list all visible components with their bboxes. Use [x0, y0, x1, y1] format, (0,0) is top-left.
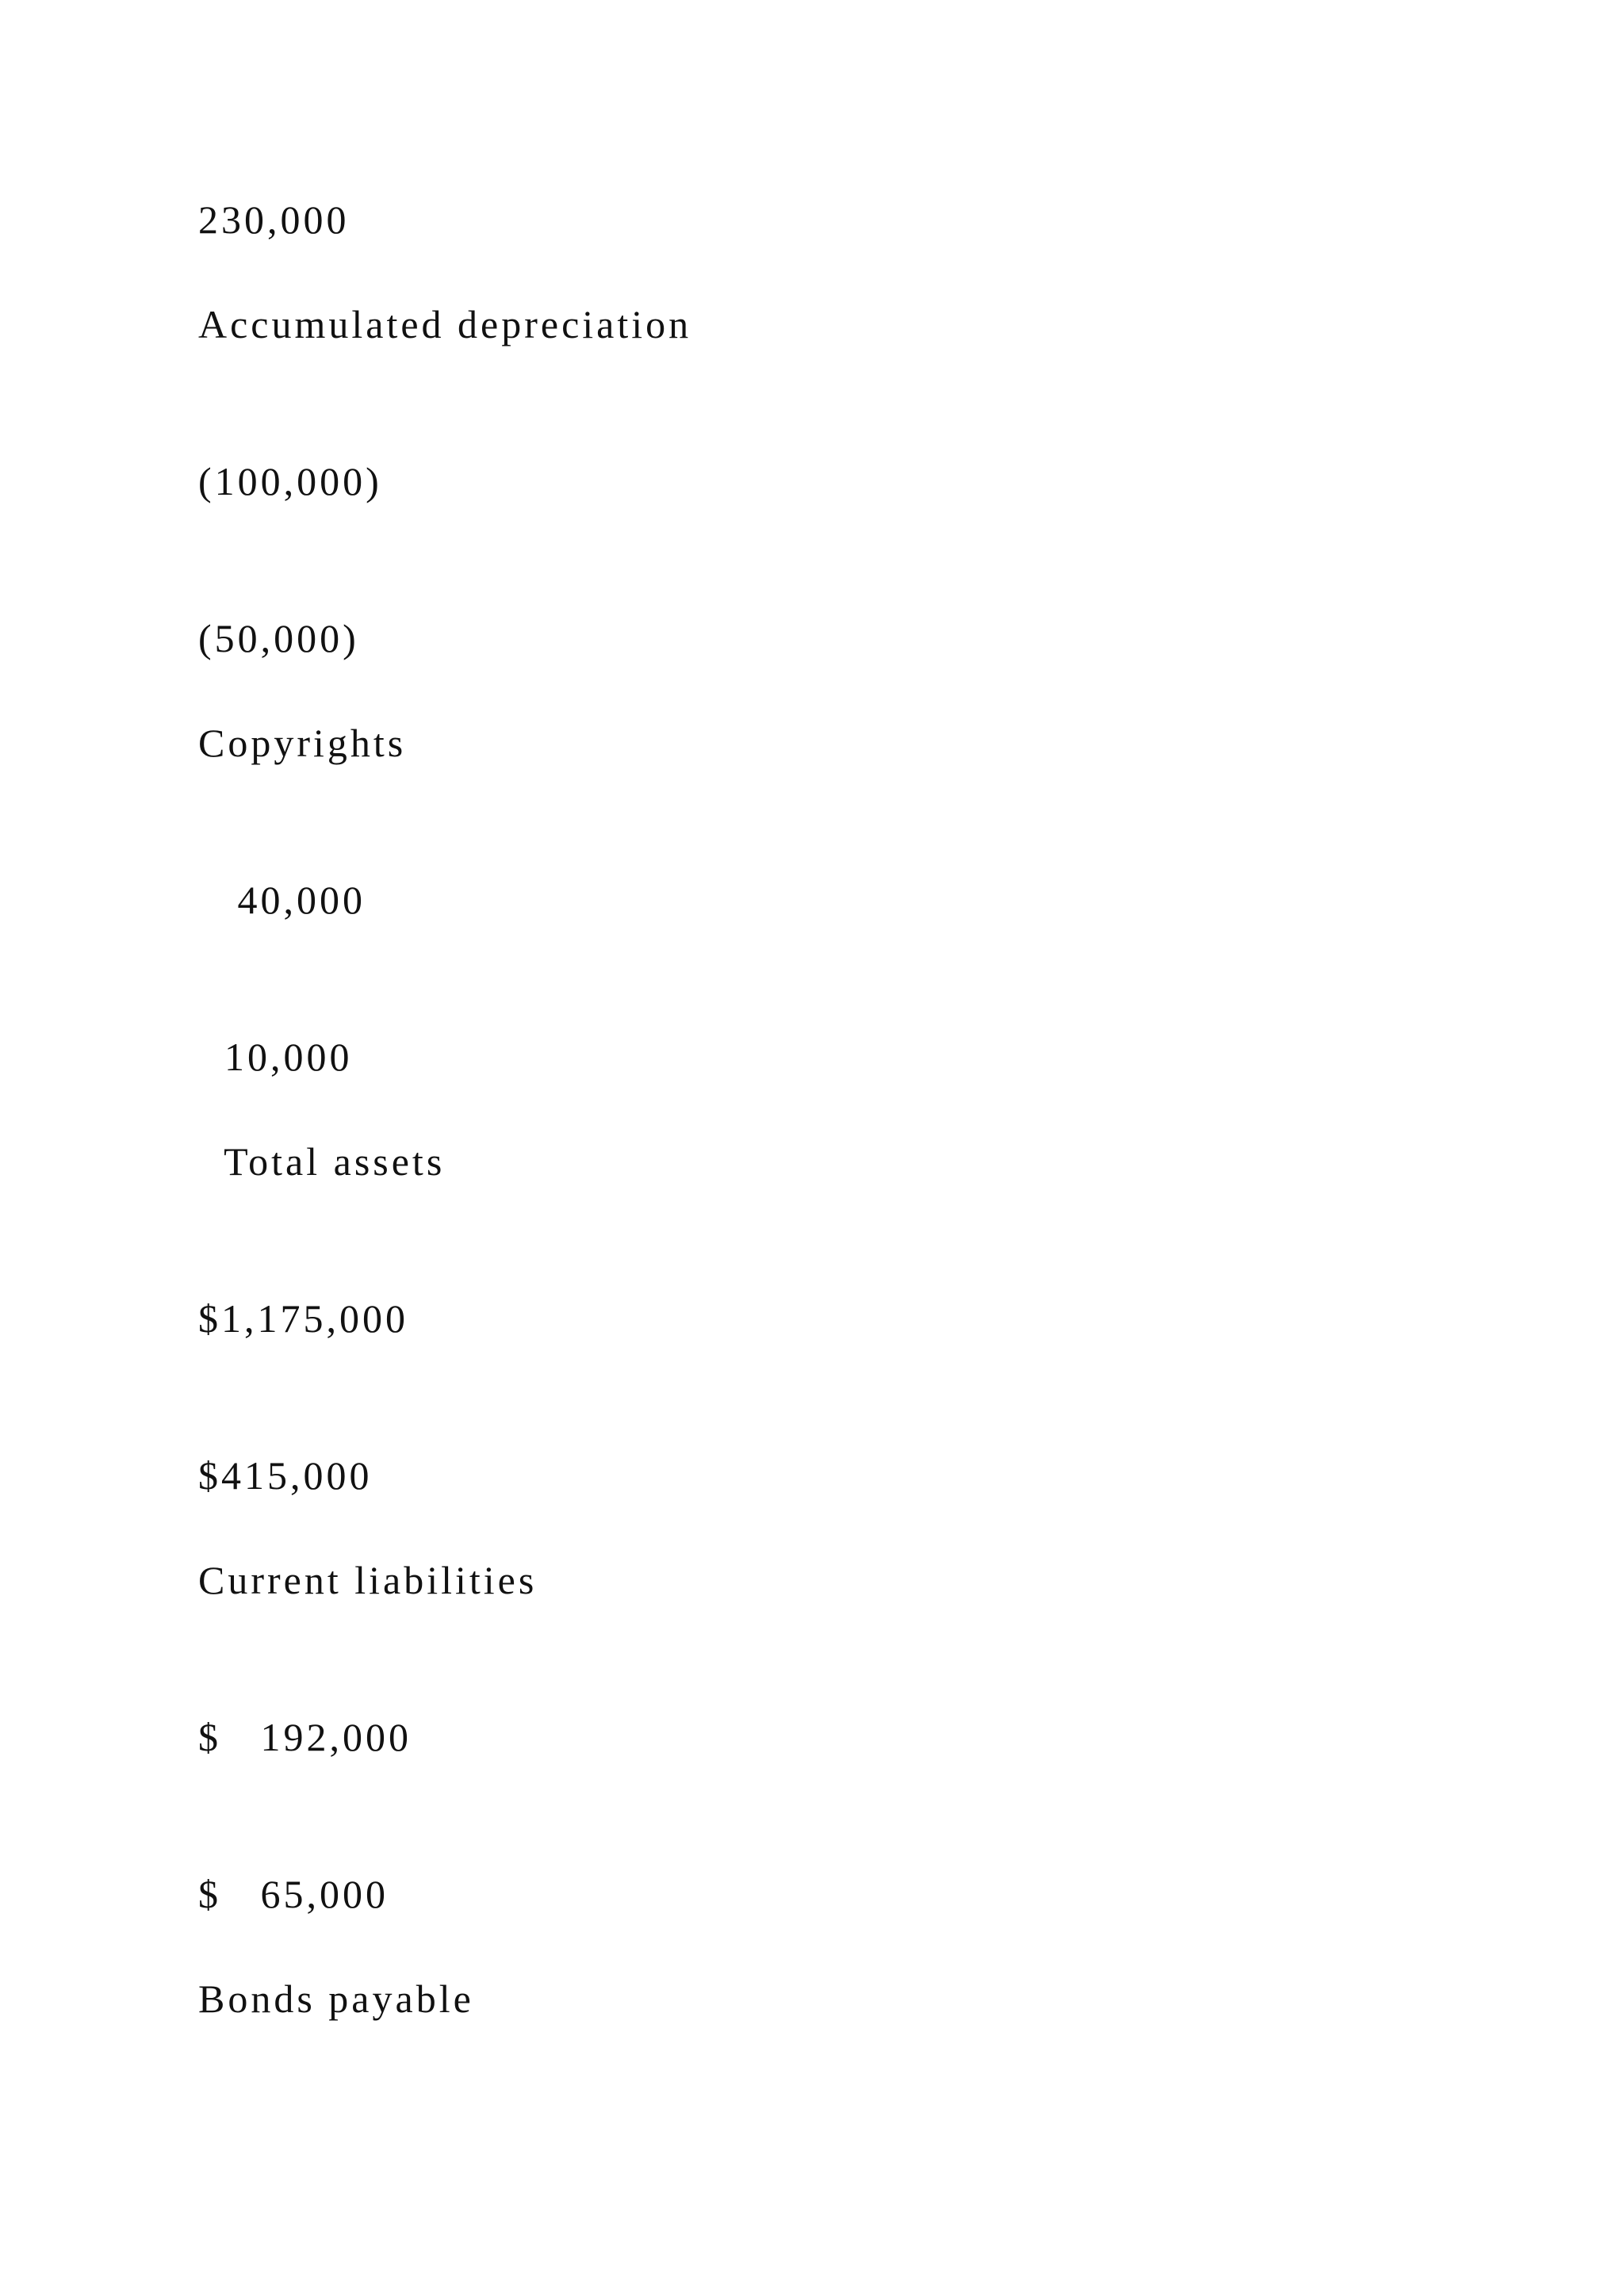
label-copyrights: Copyrights — [198, 721, 407, 765]
value-negative-100000: (100,000) — [198, 459, 382, 503]
value-415000: $415,000 — [198, 1453, 373, 1498]
value-1175000: $1,175,000 — [198, 1296, 408, 1341]
label-total-assets: Total assets — [198, 1139, 446, 1184]
label-current-liabilities: Current liabilities — [198, 1558, 538, 1602]
label-accumulated-depreciation: Accumulated depreciation — [198, 302, 692, 346]
value-230000: 230,000 — [198, 197, 350, 242]
value-negative-50000: (50,000) — [198, 616, 359, 660]
value-65000: $ 65,000 — [198, 1872, 389, 1916]
label-bonds-payable: Bonds payable — [198, 1976, 474, 2021]
value-192000: $ 192,000 — [198, 1715, 412, 1759]
value-40000: 40,000 — [198, 878, 366, 922]
value-10000: 10,000 — [198, 1035, 353, 1079]
